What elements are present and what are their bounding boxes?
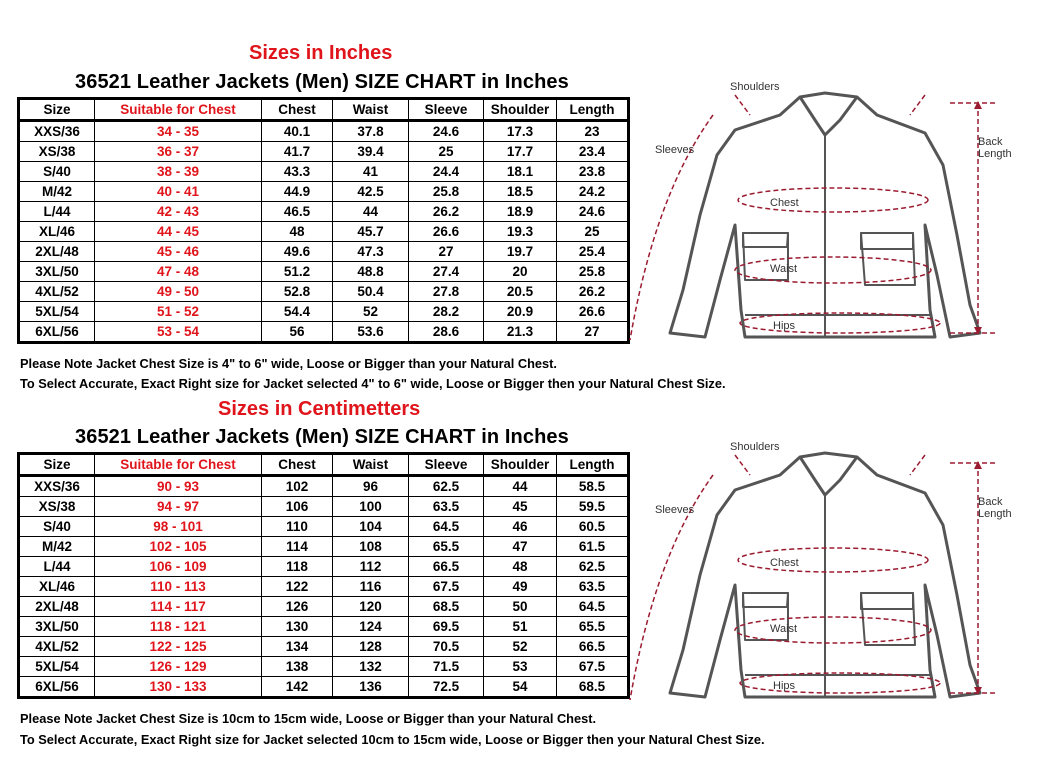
diagram-label-sleeves: Sleeves xyxy=(655,504,695,516)
diagram-label-shoulders: Shoulders xyxy=(730,441,780,453)
table-cell: 63.5 xyxy=(409,497,484,517)
column-header: Length xyxy=(557,99,629,121)
measurement-guides xyxy=(630,95,995,340)
jacket-svg xyxy=(625,75,1035,345)
table-cell: 53 - 54 xyxy=(95,322,262,343)
table-cell: 39.4 xyxy=(333,142,409,162)
table-cell: 45 xyxy=(484,497,557,517)
table-cell: 51 xyxy=(484,617,557,637)
table-cell: 102 xyxy=(262,476,333,497)
table-row xyxy=(19,202,629,222)
table-cell: 3XL/50 xyxy=(19,262,95,282)
table-cell: 20.5 xyxy=(484,282,557,302)
table-cell: 114 xyxy=(262,537,333,557)
table-cell: 24.6 xyxy=(409,121,484,142)
table-cell: 28.6 xyxy=(409,322,484,343)
inches-size-table xyxy=(17,97,630,344)
jacket-svg xyxy=(625,435,1035,705)
table-cell: 48 xyxy=(484,557,557,577)
measurement-guides xyxy=(630,455,995,700)
column-header: Length xyxy=(557,454,629,476)
table-cell: 27 xyxy=(409,242,484,262)
table-row xyxy=(19,476,629,497)
column-header: Chest xyxy=(262,454,333,476)
table-cell: 27.4 xyxy=(409,262,484,282)
inches-note-1: Please Note Jacket Chest Size is 4" to 6" wide, Loose or Bigger than your Natural Chest. xyxy=(20,356,557,371)
column-header: Shoulder xyxy=(484,454,557,476)
table-cell: 52 xyxy=(484,637,557,657)
table-cell: 24.2 xyxy=(557,182,629,202)
table-row xyxy=(19,577,629,597)
table-cell: 70.5 xyxy=(409,637,484,657)
inches-heading: Sizes in Inches xyxy=(249,42,393,64)
table-cell: 134 xyxy=(262,637,333,657)
table-cell: 41.7 xyxy=(262,142,333,162)
table-row xyxy=(19,242,629,262)
table-cell: 126 xyxy=(262,597,333,617)
table-cell: 24.4 xyxy=(409,162,484,182)
diagram-label-back: Back xyxy=(978,136,1003,148)
table-cell: 23.4 xyxy=(557,142,629,162)
table-cell: S/40 xyxy=(19,517,95,537)
table-cell: L/44 xyxy=(19,202,95,222)
table-cell: 67.5 xyxy=(409,577,484,597)
table-cell: 59.5 xyxy=(557,497,629,517)
table-cell: 62.5 xyxy=(557,557,629,577)
table-cell: 38 - 39 xyxy=(95,162,262,182)
table-cell: 25 xyxy=(557,222,629,242)
diagram-label-sleeves: Sleeves xyxy=(655,144,695,156)
table-cell: 26.2 xyxy=(409,202,484,222)
table-cell: 128 xyxy=(333,637,409,657)
table-cell: 96 xyxy=(333,476,409,497)
table-cell: 53 xyxy=(484,657,557,677)
table-row xyxy=(19,677,629,698)
table-cell: 3XL/50 xyxy=(19,617,95,637)
table-row xyxy=(19,637,629,657)
table-cell: 44 xyxy=(484,476,557,497)
table-cell: 5XL/54 xyxy=(19,657,95,677)
table-row xyxy=(19,121,629,142)
table-cell: 47 - 48 xyxy=(95,262,262,282)
table-cell: 118 xyxy=(262,557,333,577)
table-row xyxy=(19,182,629,202)
table-cell: 98 - 101 xyxy=(95,517,262,537)
table-cell: 40.1 xyxy=(262,121,333,142)
table-cell: 23 xyxy=(557,121,629,142)
diagram-label-shoulders: Shoulders xyxy=(730,81,780,93)
table-cell: 4XL/52 xyxy=(19,637,95,657)
table-row xyxy=(19,162,629,182)
table-cell: 2XL/48 xyxy=(19,597,95,617)
table-row xyxy=(19,302,629,322)
table-cell: S/40 xyxy=(19,162,95,182)
table-cell: 114 - 117 xyxy=(95,597,262,617)
table-cell: 49 - 50 xyxy=(95,282,262,302)
column-header: Chest xyxy=(262,99,333,121)
table-cell: 23.8 xyxy=(557,162,629,182)
table-row xyxy=(19,282,629,302)
table-row xyxy=(19,597,629,617)
table-cell: 56 xyxy=(262,322,333,343)
table-cell: 136 xyxy=(333,677,409,698)
table-cell: 25 xyxy=(409,142,484,162)
table-cell: 20.9 xyxy=(484,302,557,322)
table-cell: 42 - 43 xyxy=(95,202,262,222)
table-cell: 26.2 xyxy=(557,282,629,302)
table-cell: 68.5 xyxy=(409,597,484,617)
table-cell: 48.8 xyxy=(333,262,409,282)
table-cell: 20 xyxy=(484,262,557,282)
table-cell: 64.5 xyxy=(409,517,484,537)
diagram-label-waist: Waist xyxy=(770,263,798,275)
table-cell: 53.6 xyxy=(333,322,409,343)
table-cell: 42.5 xyxy=(333,182,409,202)
diagram-label-length: Length xyxy=(978,148,1012,160)
table-cell: 66.5 xyxy=(409,557,484,577)
column-header: Sleeve xyxy=(409,454,484,476)
table-cell: 45 - 46 xyxy=(95,242,262,262)
table-cell: 28.2 xyxy=(409,302,484,322)
table-cell: 44 xyxy=(333,202,409,222)
inches-note-2: To Select Accurate, Exact Right size for Jacket selected 4" to 6" wide, Loose or Bigger then your Natural Chest Size. xyxy=(20,376,726,391)
table-header-row xyxy=(19,99,629,121)
column-header: Suitable for Chest xyxy=(95,454,262,476)
column-header: Shoulder xyxy=(484,99,557,121)
table-cell: 61.5 xyxy=(557,537,629,557)
table-cell: 60.5 xyxy=(557,517,629,537)
table-cell: 2XL/48 xyxy=(19,242,95,262)
table-cell: 142 xyxy=(262,677,333,698)
table-cell: 51 - 52 xyxy=(95,302,262,322)
cm-size-table xyxy=(17,452,630,699)
table-cell: 36 - 37 xyxy=(95,142,262,162)
table-cell: 72.5 xyxy=(409,677,484,698)
cm-note-2: To Select Accurate, Exact Right size for Jacket selected 10cm to 15cm wide, Loose or Bigger then your Natural Chest Size. xyxy=(20,732,765,747)
table-header-row xyxy=(19,454,629,476)
table-row xyxy=(19,222,629,242)
table-cell: 24.6 xyxy=(557,202,629,222)
table-cell: 65.5 xyxy=(557,617,629,637)
inches-chart-title: 36521 Leather Jackets (Men) SIZE CHART in Inches xyxy=(75,71,569,93)
table-cell: 46 xyxy=(484,517,557,537)
table-cell: 120 xyxy=(333,597,409,617)
jacket-outline-icon xyxy=(670,93,980,337)
table-cell: M/42 xyxy=(19,537,95,557)
column-header: Size xyxy=(19,454,95,476)
table-cell: 27.8 xyxy=(409,282,484,302)
table-cell: 18.1 xyxy=(484,162,557,182)
table-cell: 40 - 41 xyxy=(95,182,262,202)
table-cell: XXS/36 xyxy=(19,476,95,497)
table-cell: 62.5 xyxy=(409,476,484,497)
table-row xyxy=(19,537,629,557)
table-cell: 106 xyxy=(262,497,333,517)
table-cell: 94 - 97 xyxy=(95,497,262,517)
table-cell: 51.2 xyxy=(262,262,333,282)
table-cell: 4XL/52 xyxy=(19,282,95,302)
table-cell: 43.3 xyxy=(262,162,333,182)
table-cell: 46.5 xyxy=(262,202,333,222)
diagram-label-chest: Chest xyxy=(770,197,799,209)
table-cell: 17.3 xyxy=(484,121,557,142)
table-cell: 18.5 xyxy=(484,182,557,202)
table-cell: 100 xyxy=(333,497,409,517)
table-row xyxy=(19,262,629,282)
table-cell: 19.7 xyxy=(484,242,557,262)
table-row xyxy=(19,497,629,517)
table-cell: 52 xyxy=(333,302,409,322)
table-row xyxy=(19,557,629,577)
table-cell: 54.4 xyxy=(262,302,333,322)
table-row xyxy=(19,657,629,677)
table-cell: 106 - 109 xyxy=(95,557,262,577)
table-cell: L/44 xyxy=(19,557,95,577)
table-cell: 48 xyxy=(262,222,333,242)
column-header: Sleeve xyxy=(409,99,484,121)
table-cell: 6XL/56 xyxy=(19,677,95,698)
table-cell: 132 xyxy=(333,657,409,677)
table-cell: M/42 xyxy=(19,182,95,202)
table-cell: 52.8 xyxy=(262,282,333,302)
column-header: Waist xyxy=(333,99,409,121)
table-cell: 64.5 xyxy=(557,597,629,617)
table-cell: 102 - 105 xyxy=(95,537,262,557)
table-cell: 5XL/54 xyxy=(19,302,95,322)
table-cell: 71.5 xyxy=(409,657,484,677)
table-cell: 25.8 xyxy=(409,182,484,202)
column-header: Suitable for Chest xyxy=(95,99,262,121)
table-cell: 108 xyxy=(333,537,409,557)
table-cell: 63.5 xyxy=(557,577,629,597)
table-cell: 58.5 xyxy=(557,476,629,497)
table-cell: 47.3 xyxy=(333,242,409,262)
table-cell: XS/38 xyxy=(19,142,95,162)
table-cell: 65.5 xyxy=(409,537,484,557)
inches-jacket-diagram xyxy=(625,75,1035,345)
table-cell: 41 xyxy=(333,162,409,182)
table-cell: 90 - 93 xyxy=(95,476,262,497)
cm-jacket-diagram xyxy=(625,435,1035,705)
table-cell: 44.9 xyxy=(262,182,333,202)
diagram-label-hips: Hips xyxy=(773,320,796,332)
table-cell: 17.7 xyxy=(484,142,557,162)
diagram-label-waist: Waist xyxy=(770,623,798,635)
table-cell: 69.5 xyxy=(409,617,484,637)
table-cell: 104 xyxy=(333,517,409,537)
table-row xyxy=(19,617,629,637)
diagram-label-length: Length xyxy=(978,508,1012,520)
table-cell: 110 xyxy=(262,517,333,537)
table-cell: 34 - 35 xyxy=(95,121,262,142)
cm-heading: Sizes in Centimetters xyxy=(218,398,421,420)
column-header: Waist xyxy=(333,454,409,476)
table-cell: 50.4 xyxy=(333,282,409,302)
table-cell: 26.6 xyxy=(557,302,629,322)
table-cell: 25.4 xyxy=(557,242,629,262)
table-cell: 26.6 xyxy=(409,222,484,242)
table-cell: 49 xyxy=(484,577,557,597)
table-cell: 6XL/56 xyxy=(19,322,95,343)
table-cell: 68.5 xyxy=(557,677,629,698)
table-cell: 130 - 133 xyxy=(95,677,262,698)
table-row xyxy=(19,517,629,537)
table-cell: 126 - 129 xyxy=(95,657,262,677)
table-cell: 44 - 45 xyxy=(95,222,262,242)
table-cell: XL/46 xyxy=(19,577,95,597)
table-cell: 122 - 125 xyxy=(95,637,262,657)
jacket-outline-icon xyxy=(670,453,980,697)
table-cell: XS/38 xyxy=(19,497,95,517)
diagram-label-back: Back xyxy=(978,496,1003,508)
table-cell: 67.5 xyxy=(557,657,629,677)
table-cell: XL/46 xyxy=(19,222,95,242)
cm-note-1: Please Note Jacket Chest Size is 10cm to 15cm wide, Loose or Bigger than your Natural Chest. xyxy=(20,711,597,726)
table-cell: 112 xyxy=(333,557,409,577)
table-cell: 122 xyxy=(262,577,333,597)
table-cell: 124 xyxy=(333,617,409,637)
column-header: Size xyxy=(19,99,95,121)
table-cell: 116 xyxy=(333,577,409,597)
table-cell: 47 xyxy=(484,537,557,557)
table-cell: 50 xyxy=(484,597,557,617)
diagram-label-chest: Chest xyxy=(770,557,799,569)
table-cell: 21.3 xyxy=(484,322,557,343)
table-cell: XXS/36 xyxy=(19,121,95,142)
diagram-label-hips: Hips xyxy=(773,680,796,692)
table-cell: 66.5 xyxy=(557,637,629,657)
table-cell: 110 - 113 xyxy=(95,577,262,597)
table-cell: 49.6 xyxy=(262,242,333,262)
table-row xyxy=(19,142,629,162)
table-cell: 130 xyxy=(262,617,333,637)
table-cell: 19.3 xyxy=(484,222,557,242)
table-cell: 18.9 xyxy=(484,202,557,222)
table-cell: 118 - 121 xyxy=(95,617,262,637)
table-cell: 25.8 xyxy=(557,262,629,282)
table-cell: 37.8 xyxy=(333,121,409,142)
table-cell: 27 xyxy=(557,322,629,343)
table-cell: 138 xyxy=(262,657,333,677)
table-row xyxy=(19,322,629,343)
table-cell: 45.7 xyxy=(333,222,409,242)
cm-chart-title: 36521 Leather Jackets (Men) SIZE CHART in Inches xyxy=(75,426,569,448)
table-cell: 54 xyxy=(484,677,557,698)
